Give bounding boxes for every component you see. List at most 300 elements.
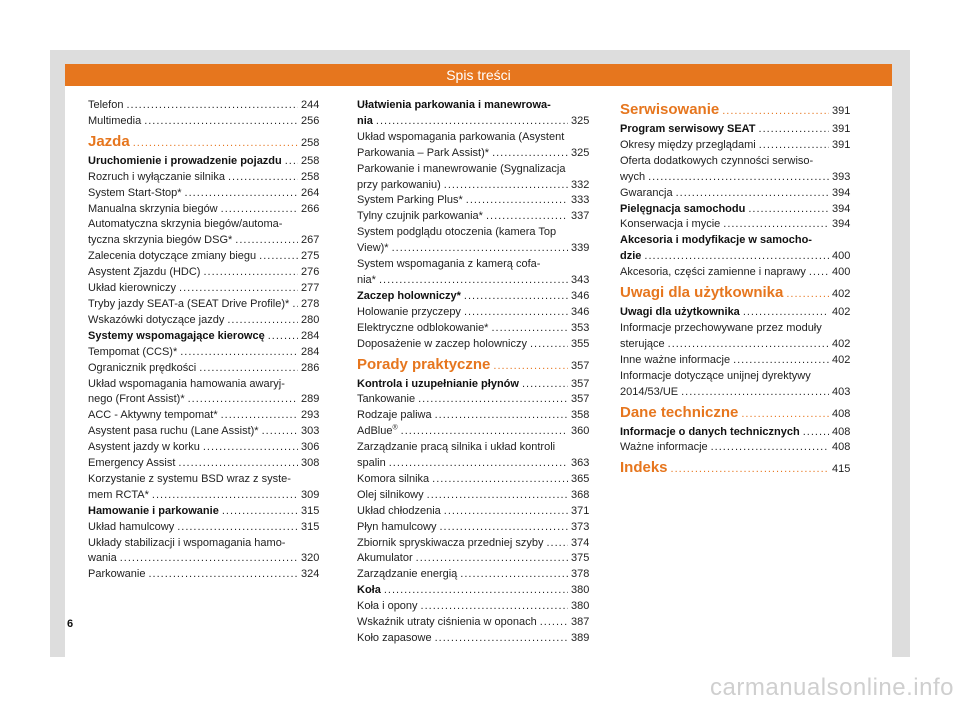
entry-title	[620, 202, 745, 218]
dot-leader	[530, 337, 568, 353]
toc-entry[interactable]	[357, 488, 589, 504]
dot-leader	[285, 154, 298, 170]
entry-text: spalin	[357, 457, 386, 470]
entry-text: Akcesoria, części zamienne i naprawy	[620, 266, 806, 279]
entry-text: Komora silnika	[357, 472, 430, 485]
entry-title	[357, 289, 461, 305]
dot-leader	[522, 377, 568, 393]
page-ref: 378	[571, 568, 590, 581]
entry-text: nia	[357, 114, 373, 127]
dot-leader	[722, 100, 829, 122]
toc-entry[interactable]	[357, 114, 589, 130]
toc-entry[interactable]	[357, 305, 589, 321]
toc-entry-line: Akcesoria i modyfikacje w samocho-	[620, 234, 812, 247]
dot-leader	[418, 392, 568, 408]
page-ref: 286	[301, 361, 320, 374]
toc-entry[interactable]	[88, 329, 319, 345]
entry-title	[357, 337, 527, 353]
toc-entry[interactable]	[357, 615, 589, 631]
toc-entry-line: System wspomagania z kamerą cofa-	[357, 258, 541, 271]
toc-entry[interactable]	[357, 289, 589, 305]
toc-entry[interactable]	[357, 631, 589, 647]
entry-title	[88, 202, 218, 218]
entry-title	[357, 408, 432, 424]
toc-entry[interactable]	[88, 456, 319, 472]
dot-leader	[384, 583, 568, 599]
page-ref: 403	[832, 385, 851, 398]
entry-title	[88, 520, 174, 536]
page-ref: 374	[571, 536, 590, 549]
toc-entry-line: Informacje dotyczące unijnej dyrektywy	[620, 369, 811, 382]
toc-entry[interactable]	[357, 599, 589, 615]
toc-entry-line: Układ wspomagania parkowania (Asystent	[357, 130, 565, 143]
entry-title	[357, 520, 436, 536]
entry-text: Tylny czujnik parkowania*	[357, 210, 483, 223]
dot-leader	[268, 329, 298, 345]
dot-leader	[435, 631, 568, 647]
page-ref: 402	[832, 306, 851, 319]
toc-entry-line: Informacje przechowywane przez moduły	[620, 321, 822, 334]
page-ref: 275	[301, 250, 320, 263]
entry-title	[88, 361, 196, 377]
page-ref: 402	[832, 337, 851, 350]
dot-leader	[676, 186, 829, 202]
entry-text: Program serwisowy SEAT	[620, 123, 756, 135]
page-ref: 373	[571, 520, 590, 533]
toc-entry[interactable]	[88, 170, 319, 186]
page-ref: 380	[571, 584, 590, 597]
toc-entry[interactable]	[88, 520, 319, 536]
entry-title	[88, 114, 141, 130]
entry-title	[357, 567, 457, 583]
section-title	[88, 131, 130, 153]
page-ref: 306	[301, 441, 320, 454]
dot-leader	[120, 551, 298, 567]
toc-entry[interactable]	[620, 170, 850, 186]
page-ref: 357	[571, 359, 590, 372]
toc-entry[interactable]	[357, 472, 589, 488]
entry-text: Tryby jazdy SEAT-a (SEAT Drive Profile)*	[88, 297, 290, 310]
dot-leader	[185, 186, 298, 202]
page-ref: 258	[301, 170, 320, 183]
page-ref: 415	[832, 463, 851, 476]
page-ref: 363	[571, 457, 590, 470]
entry-text: Zbiornik spryskiwacza przedniej szyby	[357, 536, 544, 549]
toc-entry[interactable]	[357, 520, 589, 536]
page-ref: 277	[301, 282, 320, 295]
dot-leader	[262, 424, 298, 440]
entry-title	[357, 178, 441, 194]
dot-leader	[376, 114, 568, 130]
toc-entry[interactable]	[620, 186, 850, 202]
page-ref: 289	[301, 393, 320, 406]
page-ref: 391	[832, 138, 851, 151]
entry-text: Układ kierowniczy	[88, 282, 177, 295]
page-ref: 353	[571, 321, 590, 334]
dot-leader	[546, 536, 568, 552]
dot-leader	[221, 408, 298, 424]
page-ref: 393	[832, 170, 851, 183]
dot-leader	[227, 313, 298, 329]
entry-text: Inne ważne informacje	[620, 353, 731, 366]
dot-leader	[392, 241, 568, 257]
toc-entry[interactable]	[620, 249, 850, 265]
toc-section-heading[interactable]	[357, 354, 589, 377]
dot-leader	[668, 337, 829, 353]
entry-title	[620, 440, 708, 456]
page-ref: 339	[571, 242, 590, 255]
toc-section-heading[interactable]	[620, 282, 850, 305]
entry-title	[357, 321, 488, 337]
page-ref: 400	[832, 266, 851, 279]
entry-text: Okresy między przeglądami	[620, 138, 756, 151]
page-ref: 337	[571, 210, 590, 223]
page-ref: 380	[571, 600, 590, 613]
entry-text: nego (Front Assist)*	[88, 393, 185, 406]
entry-text: Płyn hamulcowy	[357, 520, 437, 533]
entry-title	[88, 186, 182, 202]
toc-entry[interactable]	[620, 217, 850, 233]
entry-text: Tempomat (CCS)*	[88, 345, 178, 358]
entry-title	[88, 297, 289, 313]
dot-leader	[389, 456, 568, 472]
toc-entry[interactable]	[620, 440, 850, 456]
dot-leader	[759, 138, 829, 154]
entry-title	[357, 472, 429, 488]
page-ref: 256	[301, 114, 320, 127]
dot-leader	[416, 551, 568, 567]
entry-text: Asystent pasa ruchu (Lane Assist)*	[88, 425, 259, 438]
toc-entry[interactable]	[357, 408, 589, 424]
toc-entry[interactable]	[88, 186, 319, 202]
entry-text: View)*	[357, 242, 389, 255]
toc-section-heading[interactable]	[620, 457, 850, 480]
entry-text: wych	[620, 170, 646, 183]
entry-text: Koła	[357, 584, 381, 597]
toc-entry[interactable]	[88, 345, 319, 361]
entry-title	[88, 488, 149, 504]
dot-leader	[460, 567, 568, 583]
toc-entry[interactable]	[88, 408, 319, 424]
entry-text: System Start-Stop*	[88, 186, 182, 199]
entry-text: Hamowanie i parkowanie	[88, 504, 219, 517]
page-ref: 293	[301, 409, 320, 422]
dot-leader	[379, 273, 568, 289]
entry-title	[357, 615, 537, 631]
toc-entry[interactable]	[357, 193, 589, 209]
toc-entry[interactable]	[88, 233, 319, 249]
entry-title	[357, 273, 376, 289]
entry-text: Zalecenia dotyczące zmiany biegu	[88, 250, 257, 263]
entry-text: Serwisowanie	[620, 101, 720, 118]
entry-text: Parkowanie	[88, 568, 146, 581]
entry-text: Informacje o danych technicznych	[620, 425, 800, 438]
page-ref: 332	[571, 178, 590, 191]
page-ref: 267	[301, 234, 320, 247]
page-ref: 375	[571, 552, 590, 565]
dot-leader	[786, 283, 829, 305]
toc-entry[interactable]	[620, 353, 850, 369]
entry-title	[88, 265, 200, 281]
toc-entry[interactable]	[88, 313, 319, 329]
toc-entry[interactable]	[357, 424, 589, 440]
toc-entry[interactable]	[357, 273, 589, 289]
dot-leader	[733, 353, 829, 369]
page-ref: 346	[571, 289, 590, 302]
dot-leader	[222, 504, 298, 520]
toc-entry[interactable]	[88, 504, 319, 520]
toc-entry[interactable]	[357, 241, 589, 257]
entry-text: Uwagi dla użytkownika	[620, 284, 784, 302]
toc-entry[interactable]	[620, 385, 850, 401]
toc-entry[interactable]	[357, 551, 589, 567]
entry-text: Pielęgnacja samochodu	[620, 202, 746, 215]
toc-entry[interactable]	[357, 456, 589, 472]
entry-text: Rodzaje paliwa	[357, 409, 432, 422]
toc-column-3	[620, 98, 850, 480]
toc-section-heading[interactable]	[620, 402, 850, 425]
entry-text: sterujące	[620, 337, 665, 350]
toc-entry[interactable]	[357, 209, 589, 225]
toc-entry[interactable]	[620, 337, 850, 353]
page-frame	[50, 50, 910, 657]
dot-leader	[178, 456, 298, 472]
toc-entry-line: Korzystanie z systemu BSD wraz z syste-	[88, 472, 291, 485]
toc-section-heading[interactable]	[620, 99, 850, 122]
entry-text: Emergency Assist	[88, 457, 176, 470]
dot-leader	[648, 170, 829, 186]
entry-title	[88, 551, 117, 567]
toc-entry[interactable]	[88, 551, 319, 567]
dot-leader	[540, 615, 568, 631]
entry-text: Porady praktyczne	[357, 355, 491, 373]
entry-text: dzie	[620, 250, 642, 263]
section-title	[357, 354, 490, 376]
toc-entry[interactable]	[88, 281, 319, 297]
dot-leader	[464, 289, 568, 305]
toc-entry[interactable]	[357, 377, 589, 393]
entry-text: Jazda	[88, 132, 130, 150]
entry-text: Koło zapasowe	[357, 632, 432, 644]
page-ref: 284	[301, 329, 320, 342]
dot-leader	[144, 114, 298, 130]
page-ref: 400	[832, 250, 851, 263]
toc-entry[interactable]	[88, 440, 319, 456]
entry-title	[88, 154, 282, 170]
entry-title	[357, 631, 432, 647]
page-ref: 402	[832, 353, 851, 366]
toc-entry[interactable]	[620, 425, 850, 441]
section-title	[620, 402, 738, 424]
toc-entry-line: Ułatwienia parkowania i manewrowa-	[357, 99, 551, 111]
section-title	[620, 282, 783, 304]
toc-entry[interactable]	[357, 567, 589, 583]
page-ref: 357	[571, 377, 590, 390]
page-ref: 346	[571, 305, 590, 318]
entry-text: Gwarancja	[620, 186, 673, 199]
page-ref: 355	[571, 337, 590, 350]
page-ref: 284	[301, 345, 320, 358]
toc-entry[interactable]	[357, 178, 589, 194]
page-ref: 394	[832, 202, 851, 215]
entry-title	[88, 424, 259, 440]
page-ref: 315	[301, 520, 320, 533]
entry-text: Systemy wspomagające kierowcę	[88, 329, 265, 342]
dot-leader	[427, 488, 568, 504]
entry-text: Manualna skrzynia biegów	[88, 202, 218, 215]
page-ref: 358	[571, 409, 590, 422]
entry-text: Elektryczne odblokowanie*	[357, 321, 489, 334]
entry-title	[88, 98, 123, 114]
dot-leader	[148, 567, 298, 583]
entry-title	[357, 504, 441, 520]
page-ref: 387	[571, 616, 590, 629]
entry-title	[620, 186, 673, 202]
page-ref: 315	[301, 504, 320, 517]
dot-leader	[432, 472, 568, 488]
toc-entry[interactable]	[357, 321, 589, 337]
entry-title	[620, 249, 641, 265]
entry-text: Indeks	[620, 459, 668, 477]
dot-leader	[180, 345, 298, 361]
toc-entry[interactable]	[88, 249, 319, 265]
superscript: ®	[392, 424, 398, 432]
entry-text: Zarządzanie energią	[357, 568, 458, 581]
dot-leader	[435, 408, 568, 424]
entry-text: tyczna skrzynia biegów DSG*	[88, 234, 233, 247]
entry-text: ACC - Aktywny tempomat*	[88, 409, 218, 422]
dot-leader	[723, 217, 829, 233]
entry-text: wania	[88, 552, 117, 565]
toc-entry[interactable]	[88, 424, 319, 440]
page-ref: 357	[571, 393, 590, 406]
entry-text: Kontrola i uzupełnianie płynów	[357, 377, 519, 390]
page-ref: 325	[571, 146, 590, 159]
page-ref: 308	[301, 457, 320, 470]
page-ref: 303	[301, 425, 320, 438]
toc-entry[interactable]	[88, 361, 319, 377]
page-ref: 266	[301, 202, 320, 215]
section-title	[620, 99, 719, 121]
toc-section-heading[interactable]	[88, 131, 319, 154]
page-ref: 389	[571, 632, 590, 644]
toc-entry[interactable]	[88, 98, 319, 114]
entry-text: Uwagi dla użytkownika	[620, 306, 740, 319]
dot-leader	[439, 520, 568, 536]
toc-entry[interactable]	[357, 337, 589, 353]
entry-title	[620, 265, 806, 281]
page-ref: 309	[301, 488, 320, 501]
dot-leader	[199, 361, 298, 377]
toc-entry-line: System podglądu otoczenia (kamera Top	[357, 226, 557, 239]
page-ref: 333	[571, 194, 590, 207]
toc-entry[interactable]	[620, 138, 850, 154]
page-ref: 394	[832, 218, 851, 231]
toc-entry[interactable]	[620, 202, 850, 218]
dot-leader	[292, 297, 298, 313]
entry-title	[88, 392, 185, 408]
entry-title	[620, 138, 756, 154]
entry-text: mem RCTA*	[88, 488, 149, 501]
toc-entry[interactable]	[88, 114, 319, 130]
dot-leader	[492, 146, 568, 162]
section-title	[620, 457, 668, 479]
entry-title	[88, 233, 232, 249]
entry-text: Asystent Zjazdu (HDC)	[88, 266, 201, 279]
entry-text: Układ hamulcowy	[88, 520, 175, 533]
page-ref: 408	[832, 425, 851, 438]
header-bar	[65, 64, 892, 86]
toc-entry[interactable]	[357, 504, 589, 520]
dot-leader	[466, 193, 568, 209]
toc-entry[interactable]	[88, 265, 319, 281]
entry-title	[88, 170, 225, 186]
dot-leader	[203, 440, 298, 456]
dot-leader	[493, 355, 568, 377]
entry-title	[357, 241, 389, 257]
toc-entry[interactable]	[88, 202, 319, 218]
dot-leader	[803, 425, 829, 441]
dot-leader	[759, 122, 829, 138]
entry-title	[620, 305, 740, 321]
dot-leader	[221, 202, 298, 218]
toc-entry[interactable]	[357, 146, 589, 162]
dot-leader	[444, 504, 568, 520]
toc-entry[interactable]	[88, 567, 319, 583]
toc-entry[interactable]	[357, 536, 589, 552]
toc-entry[interactable]	[357, 392, 589, 408]
entry-title	[357, 424, 398, 440]
entry-text: Telefon	[88, 99, 124, 111]
entry-text: Tankowanie	[357, 393, 416, 406]
entry-title	[620, 353, 730, 369]
dot-leader	[401, 424, 568, 440]
dot-leader	[809, 265, 829, 281]
toc-entry[interactable]	[620, 265, 850, 281]
dot-leader	[743, 305, 829, 321]
toc-entry[interactable]	[88, 488, 319, 504]
entry-text: Rozruch i wyłączanie silnika	[88, 170, 225, 183]
entry-text: przy parkowaniu)	[357, 178, 441, 191]
dot-leader	[152, 488, 298, 504]
toc-entry[interactable]	[357, 583, 589, 599]
dot-leader	[644, 249, 829, 265]
toc-entry[interactable]	[620, 122, 850, 138]
page-ref: 264	[301, 186, 320, 199]
entry-title	[88, 313, 224, 329]
watermark: carmanualsonline.info	[710, 674, 954, 701]
entry-text: Układ chłodzenia	[357, 504, 441, 517]
toc-entry[interactable]	[88, 392, 319, 408]
toc-entry[interactable]	[88, 154, 319, 170]
page-ref: 391	[832, 123, 851, 135]
entry-title	[88, 567, 145, 583]
entry-title	[357, 305, 461, 321]
entry-title	[357, 193, 463, 209]
dot-leader	[179, 281, 298, 297]
page-ref: 360	[571, 425, 590, 438]
page-ref: 324	[301, 568, 320, 581]
page-number: 6	[67, 618, 74, 630]
toc-entry[interactable]	[88, 297, 319, 313]
dot-leader	[235, 233, 298, 249]
page-ref: 365	[571, 472, 590, 485]
toc-entry[interactable]	[620, 305, 850, 321]
dot-leader	[486, 209, 568, 225]
entry-title	[88, 329, 265, 345]
dot-leader	[421, 599, 568, 615]
entry-title	[357, 392, 415, 408]
